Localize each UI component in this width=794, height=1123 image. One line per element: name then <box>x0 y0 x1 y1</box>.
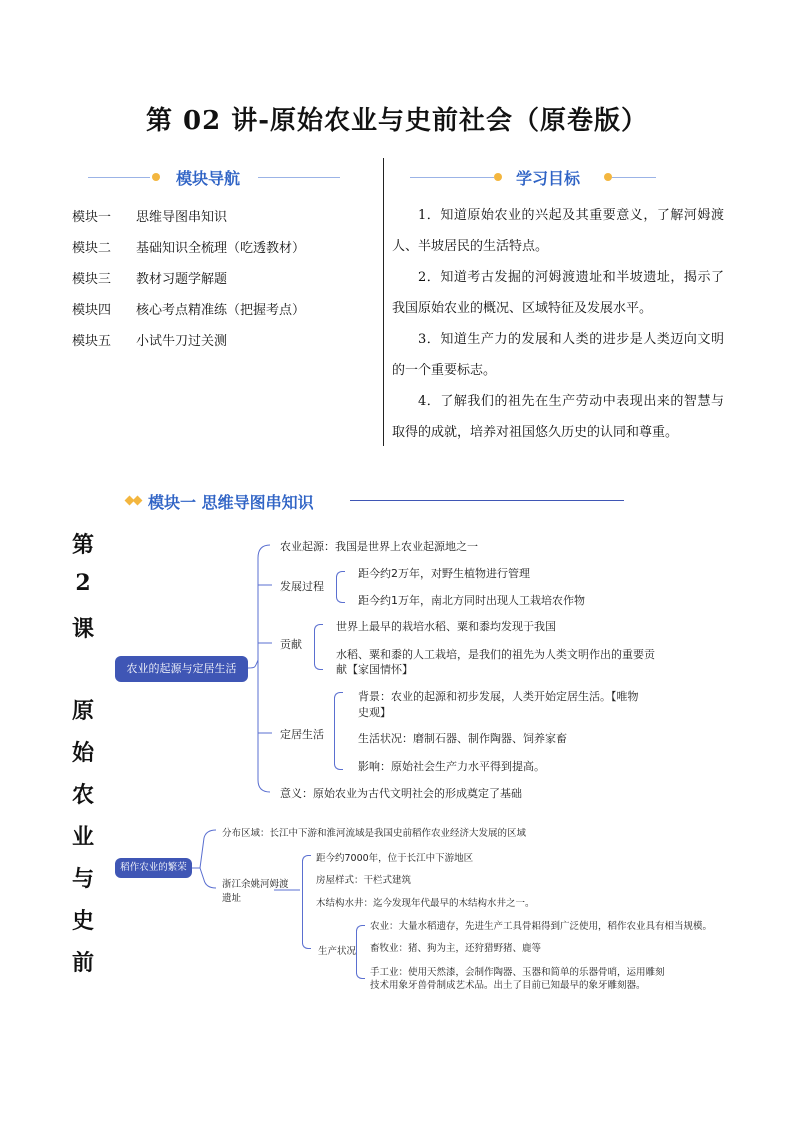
vertical-title-char: 业 <box>71 824 94 850</box>
mindmap-contrib-item-2a: 水稻、粟和黍的人工栽培，是我们的祖先为人类文明作出的重要贡 <box>336 648 655 661</box>
mindmap2-prod-item-3b: 技术用象牙兽骨制成艺术品。出土了目前已知最早的象牙雕刻器。 <box>370 980 646 991</box>
mindmap2-prod-item-1: 农业：大量水稻遗存，先进生产工具骨耜得到广泛使用，稻作农业具有相当规模。 <box>370 921 713 932</box>
mindmap-settle-item-2: 生活状况：磨制石器、制作陶器、饲养家畜 <box>358 732 567 745</box>
mindmap2-area: 分布区域：长江中下游和淮河流域是我国史前稻作农业经济大发展的区域 <box>222 828 527 839</box>
mindmap-settle-label: 定居生活 <box>280 728 324 741</box>
brace-site <box>302 855 311 949</box>
mindmap2-prod-label: 生产状况 <box>318 946 357 957</box>
connector-site <box>200 868 216 888</box>
mindmap-meaning: 意义：原始农业为古代文明社会的形成奠定了基础 <box>280 787 522 800</box>
mindmap-settle-item-1b: 史观】 <box>358 706 391 719</box>
mindmap-dev-item-1: 距今约2万年，对野生植物进行管理 <box>358 567 530 580</box>
nav-item-key: 模块二 <box>72 241 112 256</box>
vertical-title-char: 原 <box>71 698 94 724</box>
mindmap2-root-node[interactable]: 稻作农业的繁荣 <box>115 858 192 878</box>
goal-item-2: 2．知道考古发掘的河姆渡遗址和半坡遗址，揭示了我国原始农业的概况、区域特征及发展水平。 <box>392 270 724 316</box>
connector-area <box>200 830 216 868</box>
nav-item-key: 模块三 <box>72 272 112 287</box>
vertical-title-char: 2 <box>75 570 91 596</box>
vertical-title-char: 始 <box>71 740 94 766</box>
mindmap-settle-item-1a: 背景：农业的起源和初步发展，人类开始定居生活。【唯物 <box>358 690 639 703</box>
mindmap-origin: 农业起源：我国是世界上农业起源地之一 <box>280 540 478 553</box>
mindmap-root-node[interactable]: 农业的起源与定居生活 <box>115 656 248 682</box>
goal-item-1: 1．知道原始农业的兴起及其重要意义，了解河姆渡人、半坡居民的生活特点。 <box>392 208 724 254</box>
connector-meaning <box>258 660 270 792</box>
nav-item-label: 教材习题学解题 <box>136 272 228 287</box>
connector-origin <box>248 545 270 668</box>
mindmap2-site-item-2: 房屋样式：干栏式建筑 <box>316 875 412 886</box>
vertical-title-char: 课 <box>71 616 94 642</box>
nav-item-label: 思维导图串知识 <box>136 210 228 225</box>
mindmap2-site-label-a: 浙江余姚河姆渡 <box>222 879 289 890</box>
mindmap-dev-label: 发展过程 <box>280 580 324 593</box>
nav-item-label: 基础知识全梳理（吃透教材） <box>136 241 306 256</box>
mindmap-settle-item-3: 影响：原始社会生产力水平得到提高。 <box>358 760 545 773</box>
goals-heading: 学习目标 <box>516 169 581 188</box>
brace-settle <box>334 692 343 770</box>
mindmap-dev-item-2: 距今约1万年，南北方同时出现人工栽培农作物 <box>358 594 585 607</box>
nav-item-key: 模块四 <box>72 303 112 318</box>
page-title: 第 02 讲-原始农业与史前社会（原卷版） <box>145 106 649 136</box>
mindmap2-prod-item-2: 畜牧业：猪、狗为主，还狩猎野猪、鹿等 <box>370 943 542 954</box>
nav-heading: 模块导航 <box>176 169 241 188</box>
nav-item-label: 核心考点精准练（把握考点） <box>136 303 306 318</box>
mindmap2-prod-item-3a: 手工业：使用天然漆，会制作陶器、玉器和简单的乐器骨哨，运用雕刻 <box>370 967 665 978</box>
nav-item-key: 模块一 <box>72 210 112 225</box>
goal-item-3: 3．知道生产力的发展和人类的进步是人类迈向文明的一个重要标志。 <box>392 332 724 378</box>
mindmap-contrib-item-1: 世界上最早的栽培水稻、粟和黍均发现于我国 <box>336 620 556 633</box>
mindmap2-site-label-b: 遗址 <box>222 893 242 904</box>
vertical-title-char: 前 <box>71 950 94 976</box>
mindmap2-site-item-1: 距今约7000年，位于长江中下游地区 <box>316 853 474 864</box>
vertical-title-char: 农 <box>71 782 94 808</box>
goal-item-4: 4．了解我们的祖先在生产劳动中表现出来的智慧与取得的成就，培养对祖国悠久历史的认同和尊重。 <box>392 394 724 440</box>
nav-item-key: 模块五 <box>72 334 112 349</box>
vertical-title-char: 第 <box>71 532 94 558</box>
mindmap-contrib-label: 贡献 <box>280 638 302 651</box>
module1-heading: 模块一 思维导图串知识 <box>148 493 314 512</box>
nav-item-label: 小试牛刀过关测 <box>136 334 228 349</box>
mindmap2-site-item-3: 木结构水井：迄今发现年代最早的木结构水井之一。 <box>316 898 535 909</box>
vertical-title-char: 史 <box>71 908 94 934</box>
brace-contrib <box>314 624 323 670</box>
vertical-title-char: 与 <box>71 866 94 892</box>
mindmap-contrib-item-2b: 献【家国情怀】 <box>336 663 413 676</box>
brace-prod <box>356 925 365 979</box>
brace-dev <box>336 571 345 603</box>
